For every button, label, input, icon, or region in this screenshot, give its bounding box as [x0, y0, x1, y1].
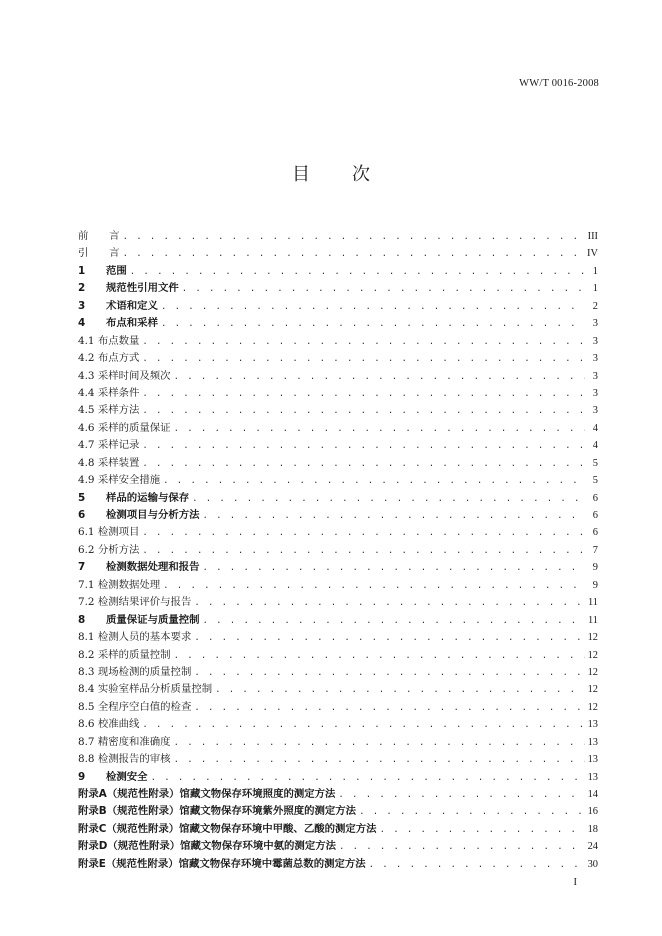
toc-entry-label: 2 规范性引用文件 [78, 282, 179, 295]
toc-entry-page: 3 [592, 405, 598, 417]
toc-entry-page: 30 [587, 858, 598, 870]
toc-entry[interactable] [78, 699, 598, 716]
toc-entry-page: 3 [592, 353, 598, 365]
toc-entry-label: 附录C（规范性附录）馆藏文物保存环境中甲酸、乙酸的测定方法 [78, 822, 377, 835]
page-number: I [573, 877, 577, 888]
toc-entry-page: 12 [587, 632, 598, 644]
toc-entry-label: 4.1 布点数量 [78, 334, 140, 347]
toc-entry[interactable] [78, 856, 598, 873]
toc-entry-label: 附录E（规范性附录）馆藏文物保存环境中霉菌总数的测定方法 [78, 857, 366, 870]
toc-leader-dots [163, 578, 585, 595]
toc-entry-page: 4 [592, 440, 598, 452]
toc-leader-dots [142, 386, 585, 403]
toc-entry[interactable] [78, 490, 598, 507]
toc-entry-page: 13 [587, 754, 598, 766]
toc-leader-dots [194, 700, 584, 717]
toc-entry-page: 13 [587, 736, 598, 748]
toc-entry-label: 8.2 采样的质量控制 [78, 648, 171, 661]
toc-entry-page: 14 [587, 789, 598, 800]
toc-entry-page: 11 [587, 597, 598, 609]
toc-entry-label: 8.6 校准曲线 [78, 718, 140, 731]
toc-entry[interactable] [78, 315, 598, 332]
toc-leader-dots [142, 438, 585, 455]
toc-entry-page: 4 [592, 422, 598, 434]
toc-entry-label: 8.1 检测人员的基本要求 [78, 631, 192, 644]
toc-entry-label: 7 检测数据处理和报告 [78, 561, 200, 574]
toc-entry-label: 4.5 采样方法 [78, 404, 140, 417]
toc-entry-label: 8.7 精密度和准确度 [78, 735, 171, 748]
toc-entry[interactable] [78, 612, 598, 629]
toc-entry-page: 3 [592, 335, 598, 347]
toc-entry-label: 引 言 [78, 247, 120, 260]
toc-entry-label: 附录B（规范性附录）馆藏文物保存环境紫外照度的测定方法 [78, 805, 357, 818]
toc-leader-dots [130, 264, 585, 281]
toc-leader-dots [194, 665, 584, 682]
toc-entry-page: 3 [592, 387, 598, 399]
toc-entry[interactable] [78, 420, 598, 437]
toc-entry-page: 6 [592, 510, 598, 521]
toc-leader-dots [194, 630, 584, 647]
toc-entry-page: 5 [592, 475, 598, 487]
toc-entry-label: 5 样品的运输与保存 [78, 491, 190, 504]
toc-leader-dots [151, 770, 585, 787]
toc-entry-label: 附录A（规范性附录）馆藏文物保存环境照度的测定方法 [78, 788, 336, 800]
toc-leader-dots [194, 595, 585, 612]
toc-entry-page: 11 [587, 614, 598, 626]
toc-entry-page: 16 [587, 806, 598, 818]
document-code: WW/T 0016-2008 [519, 78, 599, 89]
toc-entry-page: 12 [587, 649, 598, 661]
toc-entry-label: 4.6 采样的质量保证 [78, 421, 171, 434]
toc-entry-page: 9 [592, 579, 598, 591]
toc-leader-dots [174, 369, 585, 386]
toc-entry[interactable] [78, 577, 598, 594]
toc-entry-label: 3 术语和定义 [78, 299, 158, 312]
toc-leader-dots [203, 613, 585, 630]
toc-entry[interactable] [78, 681, 598, 698]
toc-entry-label: 4.7 采样记录 [78, 439, 140, 452]
toc-entry-label: 4.8 采样装置 [78, 456, 140, 469]
toc-entry[interactable] [78, 594, 598, 611]
toc-entry-label: 8.4 实验室样品分析质量控制 [78, 683, 213, 696]
toc-entry[interactable] [78, 350, 598, 367]
toc-entry[interactable] [78, 385, 598, 402]
toc-entry-label: 8.3 现场检测的质量控制 [78, 665, 192, 678]
toc-entry-page: 7 [592, 544, 598, 556]
toc-entry-label: 前 言 [78, 230, 120, 242]
toc-leader-dots [123, 229, 585, 246]
toc-leader-dots [142, 334, 585, 351]
toc-entry-page: 12 [587, 684, 598, 696]
toc-entry[interactable] [78, 559, 598, 576]
toc-entry-label: 8 质量保证与质量控制 [78, 613, 200, 626]
toc-leader-dots [192, 491, 585, 508]
toc-entry[interactable] [78, 821, 598, 838]
toc-leader-dots [123, 246, 584, 263]
toc-leader-dots [182, 281, 585, 298]
toc-entry-label: 9 检测安全 [78, 770, 148, 783]
toc-leader-dots [163, 473, 585, 490]
toc-entry[interactable] [78, 803, 598, 820]
toc-entry[interactable] [78, 472, 598, 489]
toc-leader-dots [142, 543, 585, 560]
toc-entry-page: 3 [592, 370, 598, 382]
toc-entry-page: 12 [587, 701, 598, 713]
toc-leader-dots [203, 560, 585, 577]
toc-leader-dots [338, 787, 584, 804]
toc-entry-label: 6 检测项目与分析方法 [78, 509, 200, 521]
toc-entry[interactable] [78, 402, 598, 419]
toc-entry[interactable] [78, 524, 598, 541]
toc-entry[interactable] [78, 786, 598, 803]
toc-leader-dots [215, 682, 584, 699]
toc-entry-label: 7.1 检测数据处理 [78, 578, 161, 591]
toc-leader-dots [203, 508, 585, 525]
toc-entry-page: 5 [592, 457, 598, 469]
toc-entry-label: 8.5 全程序空白值的检查 [78, 700, 192, 713]
toc-entry-label: 4.2 布点方式 [78, 352, 140, 365]
toc-entry-label: 6.2 分析方法 [78, 543, 140, 556]
toc-entry[interactable] [78, 734, 598, 751]
toc-leader-dots [174, 421, 585, 438]
toc-entry-page: 13 [587, 771, 598, 783]
toc-leader-dots [142, 717, 584, 734]
toc-leader-dots [161, 299, 585, 316]
toc-leader-dots [174, 752, 585, 769]
toc-entry[interactable] [78, 838, 598, 855]
toc-entry-page: 18 [587, 823, 598, 835]
toc-entry-page: 13 [587, 719, 598, 731]
toc-entry[interactable] [78, 333, 598, 350]
toc-entry-page: 9 [592, 562, 598, 574]
toc-entry-page: 12 [587, 666, 598, 678]
toc-entry-page: 1 [592, 265, 598, 277]
toc-entry-page: III [587, 231, 598, 242]
toc-entry-label: 6.1 检测项目 [78, 526, 140, 539]
toc-entry[interactable] [78, 280, 598, 297]
toc-leader-dots [142, 403, 585, 420]
toc-entry[interactable] [78, 629, 598, 646]
toc-entry-label: 4 布点和采样 [78, 317, 158, 330]
toc-entry[interactable] [78, 542, 598, 559]
table-of-contents [78, 228, 598, 873]
toc-entry-label: 附录D（规范性附录）馆藏文物保存环境中氨的测定方法 [78, 840, 336, 853]
toc-entry-page: 1 [592, 283, 598, 295]
toc-entry[interactable] [78, 507, 598, 524]
toc-entry-label: 4.4 采样条件 [78, 386, 140, 399]
toc-entry[interactable] [78, 298, 598, 315]
toc-entry-label: 4.3 采样时间及频次 [78, 369, 171, 382]
toc-entry[interactable] [78, 716, 598, 733]
toc-leader-dots [174, 735, 585, 752]
toc-entry[interactable] [78, 263, 598, 280]
page-title: 目次 [292, 164, 412, 185]
toc-entry[interactable] [78, 228, 598, 245]
toc-entry-label: 4.9 采样安全措施 [78, 474, 161, 487]
toc-entry[interactable] [78, 455, 598, 472]
toc-entry-page: 24 [587, 841, 598, 853]
toc-entry-label: 1 范围 [78, 264, 127, 277]
toc-entry-page: 6 [592, 527, 598, 539]
toc-entry-label: 8.8 检测报告的审核 [78, 753, 171, 766]
toc-entry-label: 7.2 检测结果评价与报告 [78, 596, 192, 609]
toc-leader-dots [359, 804, 585, 821]
toc-entry[interactable] [78, 751, 598, 768]
toc-entry-page: IV [587, 248, 598, 260]
toc-entry[interactable] [78, 647, 598, 664]
toc-leader-dots [369, 857, 585, 874]
toc-leader-dots [142, 525, 585, 542]
toc-entry-page: 2 [592, 300, 598, 312]
toc-leader-dots [174, 648, 585, 665]
toc-leader-dots [380, 822, 585, 839]
toc-entry-page: 6 [592, 492, 598, 504]
toc-entry-page: 3 [592, 318, 598, 330]
toc-entry[interactable] [78, 437, 598, 454]
toc-leader-dots [142, 456, 585, 473]
toc-leader-dots [161, 316, 585, 333]
toc-entry[interactable] [78, 664, 598, 681]
toc-entry[interactable] [78, 368, 598, 385]
toc-entry[interactable] [78, 245, 598, 262]
toc-leader-dots [142, 351, 585, 368]
toc-leader-dots [339, 839, 585, 856]
toc-entry[interactable] [78, 769, 598, 786]
